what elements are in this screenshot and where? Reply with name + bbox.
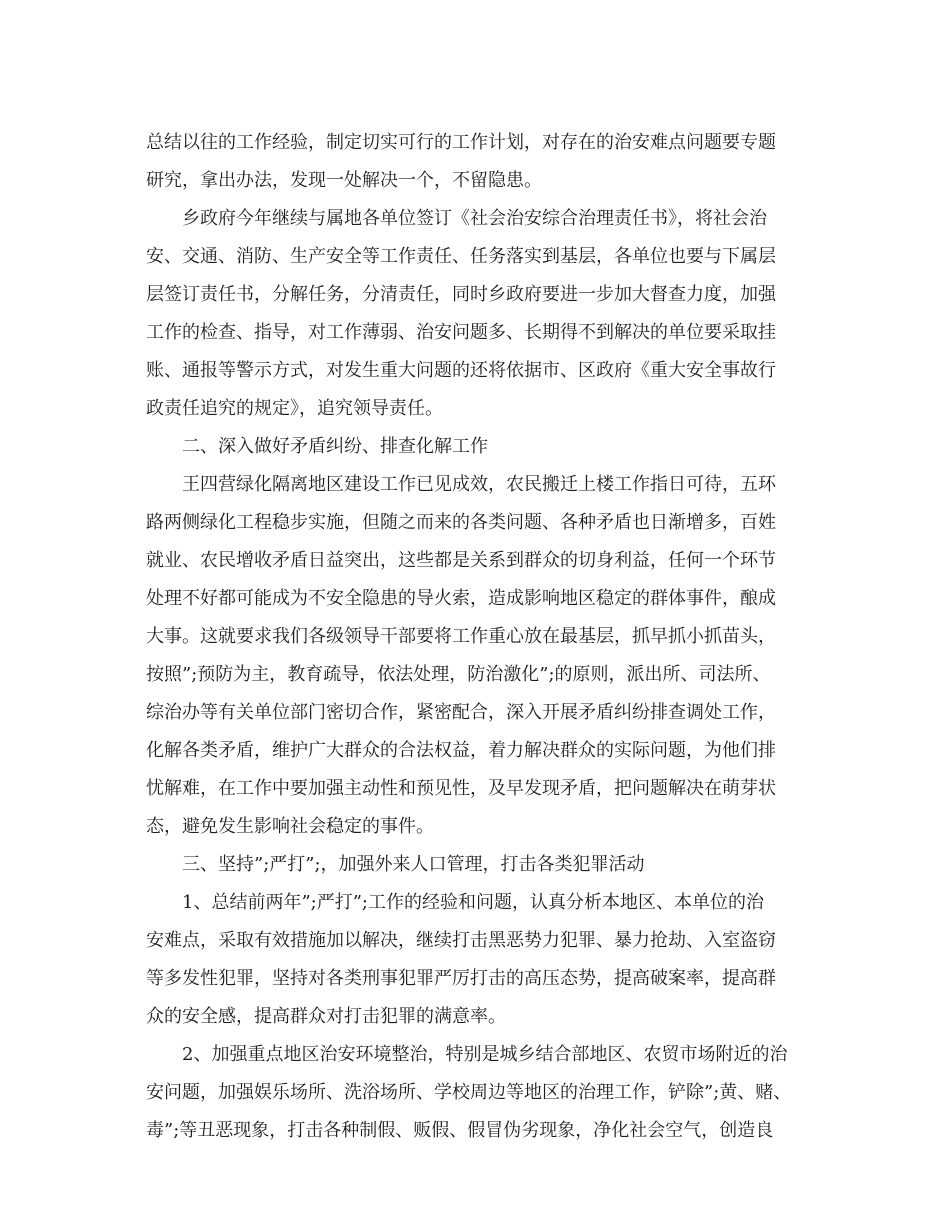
text-line: 政责任追究的规定》，追究领导责任。: [146, 398, 443, 419]
text-line: 就业、农民增收矛盾日益突出，这些都是关系到群众的切身利益，任何一个环节: [146, 550, 776, 571]
text-line: 安、交通、消防、生产安全等工作责任、任务落实到基层，各单位也要与下属层: [146, 246, 776, 267]
text-line: 忧解难，在工作中要加强主动性和预见性，及早发现矛盾，把问题解决在萌芽状: [146, 778, 776, 799]
text-line: 安难点，采取有效措施加以解决，继续打击黑恶势力犯罪、暴力抢劫、入室盗窃: [146, 930, 776, 951]
text-line: 安问题，加强娱乐场所、洗浴场所、学校周边等地区的治理工作，铲除”;黄、赌、: [146, 1082, 792, 1103]
text-line: 综治办等有关单位部门密切合作，紧密配合，深入开展矛盾纠纷排查调处工作，: [146, 702, 776, 723]
text-line: 总结以往的工作经验，制定切实可行的工作计划，对存在的治安难点问题要专题: [146, 132, 776, 153]
text-line: 态，避免发生影响社会稳定的事件。: [146, 816, 434, 837]
text-line: 路两侧绿化工程稳步实施，但随之而来的各类问题、各种矛盾也日渐增多，百姓: [146, 512, 776, 533]
text-line: 大事。这就要求我们各级领导干部要将工作重心放在最基层，抓早抓小抓苗头，: [146, 626, 776, 647]
text-line: 众的安全感，提高群众对打击犯罪的满意率。: [146, 1006, 506, 1027]
text-line: 化解各类矛盾，维护广大群众的合法权益，着力解决群众的实际问题，为他们排: [146, 740, 776, 761]
paragraph-first-line: 乡政府今年继续与属地各单位签订《社会治安综合治理责任书》，将社会治: [182, 208, 767, 229]
text-line: 毒”;等丑恶现象，打击各种制假、贩假、假冒伪劣现象，净化社会空气，创造良: [146, 1120, 774, 1141]
paragraph-first-line: 王四营绿化隔离地区建设工作已见成效，农民搬迁上楼工作指日可待，五环: [182, 474, 776, 495]
text-line: 等多发性犯罪，坚持对各类刑事犯罪严厉打击的高压态势，提高破案率，提高群: [146, 968, 776, 989]
text-line: 账、通报等警示方式，对发生重大问题的还将依据市、区政府《重大安全事故行: [146, 360, 776, 381]
section-heading: 二、深入做好矛盾纠纷、排查化解工作: [182, 436, 488, 457]
text-line: 层签订责任书，分解任务，分清责任，同时乡政府要进一步加大督查力度，加强: [146, 284, 776, 305]
paragraph-first-line: 2、加强重点地区治安环境整治，特别是城乡结合部地区、农贸市场附近的治: [182, 1044, 788, 1065]
paragraph-first-line: 1、总结前两年”;严打”;工作的经验和问题，认真分析本地区、本单位的治: [182, 892, 764, 913]
text-line: 按照”;预防为主，教育疏导，依法处理，防治激化”;的原则，派出所、司法所、: [146, 664, 771, 685]
text-line: 处理不好都可能成为不安全隐患的导火索，造成影响地区稳定的群体事件，酿成: [146, 588, 776, 609]
section-heading: 三、坚持”;严打”;，加强外来人口管理，打击各类犯罪活动: [182, 854, 645, 875]
text-line: 工作的检查、指导，对工作薄弱、治安问题多、长期得不到解决的单位要采取挂: [146, 322, 776, 343]
text-line: 研究，拿出办法，发现一处解决一个，不留隐患。: [146, 170, 542, 191]
